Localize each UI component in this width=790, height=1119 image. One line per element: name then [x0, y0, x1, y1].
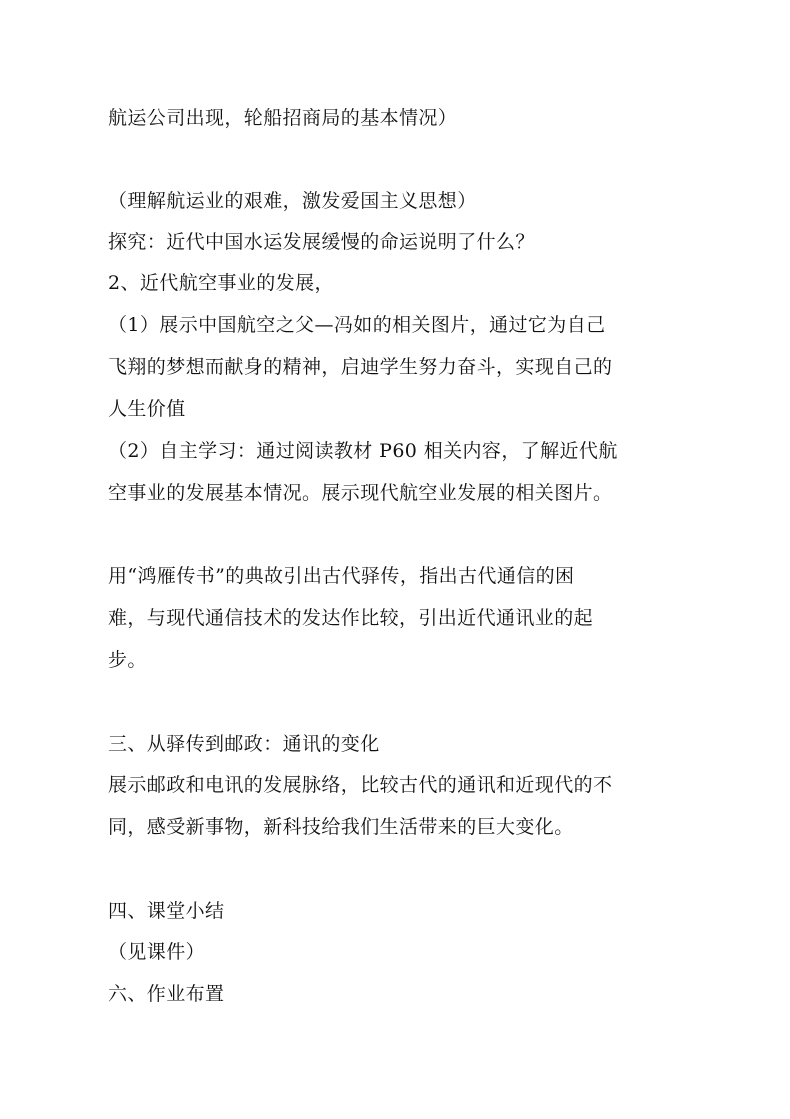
text-line-explore-question: 探究：近代中国水运发展缓慢的命运说明了什么？	[108, 231, 535, 253]
text-line-self-study-1: （2）自主学习：通过阅读教材 P60 相关内容，了解近代航	[108, 440, 618, 462]
text-line-fengru-3: 人生价值	[108, 398, 186, 420]
section-heading-homework: 六、作业布置	[108, 983, 225, 1005]
text-line-postal-1: 展示邮政和电讯的发展脉络，比较古代的通讯和近现代的不	[108, 774, 613, 796]
text-line-fengru-2: 飞翔的梦想而献身的精神，启迪学生努力奋斗，实现自己的	[108, 356, 613, 378]
text-line-self-study-2: 空事业的发展基本情况。展示现代航空业发展的相关图片。	[108, 482, 613, 504]
text-line-hongyan-3: 步。	[108, 649, 147, 671]
text-line-hongyan-1: 用“鸿雁传书”的典故引出古代驿传，指出古代通信的困	[108, 565, 575, 587]
text-line-aviation-heading: 2、近代航空事业的发展，	[108, 272, 334, 294]
text-line-see-courseware: （见课件）	[108, 941, 206, 963]
text-line-hongyan-2: 难，与现代通信技术的发达作比较，引出近代通讯业的起	[108, 607, 594, 629]
text-line-postal-2: 同，感受新事物，新科技给我们生活带来的巨大变化。	[108, 816, 574, 838]
section-heading-communication: 三、从驿传到邮政：通讯的变化	[108, 733, 380, 755]
text-line-shipping-company: 航运公司出现，轮船招商局的基本情况）	[108, 107, 458, 129]
section-heading-summary: 四、课堂小结	[108, 900, 225, 922]
text-line-fengru-1: （1）展示中国航空之父—冯如的相关图片，通过它为自己	[108, 314, 606, 336]
text-line-understand-shipping: （理解航运业的艰难，激发爱国主义思想）	[108, 190, 477, 212]
